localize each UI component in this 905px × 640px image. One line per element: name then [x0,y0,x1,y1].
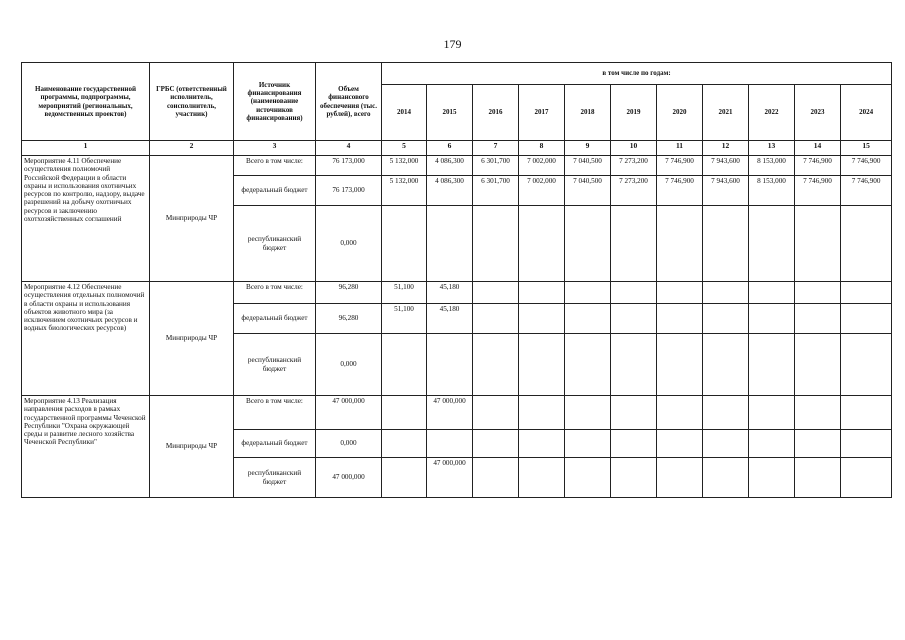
year-value-2022 [749,334,795,396]
funding-source: Всего в том числе: [234,156,316,176]
year-value-2024 [841,334,892,396]
year-value-2020 [657,304,703,334]
year-value-2021: 7 943,600 [703,176,749,206]
year-value-2023 [795,206,841,282]
year-value-2015: 4 086,300 [427,156,473,176]
financing-table [21,62,892,498]
table-header [22,63,892,156]
year-value-2015: 47 000,000 [427,458,473,498]
year-value-2020: 7 746,900 [657,176,703,206]
header-years-group: в том числе по годам: [382,63,892,85]
year-value-2019: 7 273,200 [611,156,657,176]
year-value-2020 [657,458,703,498]
year-value-2017 [519,334,565,396]
column-number: 11 [657,141,703,156]
year-value-2018 [565,206,611,282]
year-value-2015: 45,180 [427,304,473,334]
funding-total: 96,280 [316,282,382,304]
year-value-2019: 7 273,200 [611,176,657,206]
year-value-2021 [703,304,749,334]
year-value-2024 [841,304,892,334]
header-year-2017: 2017 [519,85,565,141]
column-number: 9 [565,141,611,156]
funding-total: 0,000 [316,430,382,458]
year-value-2023: 7 746,900 [795,176,841,206]
funding-source: республиканский бюджет [234,334,316,396]
year-value-2014 [382,396,427,430]
year-value-2017 [519,304,565,334]
year-value-2024 [841,206,892,282]
year-value-2018 [565,396,611,430]
column-number: 6 [427,141,473,156]
year-value-2023: 7 746,900 [795,156,841,176]
year-value-2014: 5 132,000 [382,176,427,206]
year-value-2021 [703,334,749,396]
year-value-2014: 51,100 [382,282,427,304]
year-value-2021 [703,396,749,430]
year-value-2015 [427,334,473,396]
year-value-2014 [382,334,427,396]
year-value-2022 [749,458,795,498]
year-value-2017: 7 002,000 [519,156,565,176]
column-number: 12 [703,141,749,156]
year-value-2014 [382,458,427,498]
year-value-2020: 7 746,900 [657,156,703,176]
year-value-2016 [473,282,519,304]
year-value-2020 [657,430,703,458]
funding-source: Всего в том числе: [234,396,316,430]
year-value-2016 [473,430,519,458]
measure-name: Мероприятие 4.12 Обеспечение осуществления отдельных полномочий в области охраны и использования объектов животного мира (за исключением охотничьих ресурсов и водных биологических ресурсов) [22,282,150,396]
year-value-2014: 51,100 [382,304,427,334]
header-year-2014: 2014 [382,85,427,141]
measure-grbs: Минприроды ЧР [150,156,234,282]
table-row [22,282,892,304]
year-value-2018 [565,304,611,334]
column-number: 15 [841,141,892,156]
header-column-numbers [22,141,892,156]
year-value-2023 [795,458,841,498]
year-value-2022 [749,282,795,304]
funding-source: федеральный бюджет [234,304,316,334]
year-value-2018: 7 040,500 [565,156,611,176]
measure-grbs: Минприроды ЧР [150,396,234,498]
header-year-2019: 2019 [611,85,657,141]
header-year-2023: 2023 [795,85,841,141]
year-value-2019 [611,430,657,458]
year-value-2015: 4 086,300 [427,176,473,206]
year-value-2024: 7 746,900 [841,176,892,206]
year-value-2020 [657,334,703,396]
header-name: Наименование государственной программы, подпрограммы, мероприятий (региональных, ведомственных проектов) [22,63,150,141]
column-number: 5 [382,141,427,156]
year-value-2015: 45,180 [427,282,473,304]
column-number: 13 [749,141,795,156]
column-number: 2 [150,141,234,156]
year-value-2021 [703,430,749,458]
measure-name: Мероприятие 4.13 Реализация направления расходов в рамках государственной программы Чеченской Республики "Охрана окружающей среды и развитие лесного хозяйства Чеченской Республики" [22,396,150,498]
year-value-2017 [519,206,565,282]
year-value-2020 [657,396,703,430]
year-value-2015 [427,206,473,282]
year-value-2017 [519,282,565,304]
year-value-2017 [519,458,565,498]
year-value-2024: 7 746,900 [841,156,892,176]
funding-source: республиканский бюджет [234,206,316,282]
year-value-2022: 8 153,000 [749,176,795,206]
year-value-2023 [795,282,841,304]
measure-name: Мероприятие 4.11 Обеспечение осуществления полномочий Российской Федерации в области охраны и использования охотничьих ресурсов по контролю, надзору, выдаче разрешений на добычу охотничьих ресурсов и заключению охотхозяйственных соглашений [22,156,150,282]
year-value-2017 [519,430,565,458]
header-year-2024: 2024 [841,85,892,141]
year-value-2018: 7 040,500 [565,176,611,206]
year-value-2016 [473,396,519,430]
header-year-2015: 2015 [427,85,473,141]
year-value-2018 [565,282,611,304]
year-value-2022 [749,396,795,430]
year-value-2019 [611,304,657,334]
funding-total: 47 000,000 [316,396,382,430]
header-source: Источник финансирования (наименование источников финансирования) [234,63,316,141]
funding-total: 76 173,000 [316,176,382,206]
header-year-2016: 2016 [473,85,519,141]
year-value-2019 [611,396,657,430]
year-value-2018 [565,334,611,396]
year-value-2020 [657,206,703,282]
table-row [22,396,892,430]
year-value-2017: 7 002,000 [519,176,565,206]
year-value-2019 [611,458,657,498]
year-value-2021 [703,206,749,282]
header-grbs: ГРБС (ответственный исполнитель, соисполнитель, участник) [150,63,234,141]
year-value-2022 [749,304,795,334]
year-value-2021 [703,282,749,304]
funding-source: Всего в том числе: [234,282,316,304]
year-value-2016 [473,334,519,396]
year-value-2017 [519,396,565,430]
year-value-2018 [565,430,611,458]
year-value-2023 [795,304,841,334]
year-value-2014 [382,430,427,458]
funding-total: 76 173,000 [316,156,382,176]
funding-total: 0,000 [316,206,382,282]
year-value-2016 [473,458,519,498]
measure-grbs: Минприроды ЧР [150,282,234,396]
column-number: 3 [234,141,316,156]
column-number: 7 [473,141,519,156]
column-number: 8 [519,141,565,156]
year-value-2024 [841,396,892,430]
year-value-2021: 7 943,600 [703,156,749,176]
year-value-2023 [795,334,841,396]
year-value-2024 [841,458,892,498]
header-year-2021: 2021 [703,85,749,141]
year-value-2015 [427,430,473,458]
year-value-2024 [841,282,892,304]
header-year-2020: 2020 [657,85,703,141]
year-value-2022: 8 153,000 [749,156,795,176]
year-value-2023 [795,430,841,458]
funding-total: 0,000 [316,334,382,396]
year-value-2022 [749,430,795,458]
year-value-2016: 6 301,700 [473,176,519,206]
year-value-2019 [611,334,657,396]
funding-total: 96,280 [316,304,382,334]
year-value-2014 [382,206,427,282]
table-body [22,156,892,498]
year-value-2018 [565,458,611,498]
funding-source: федеральный бюджет [234,176,316,206]
year-value-2016 [473,206,519,282]
year-value-2019 [611,206,657,282]
year-value-2021 [703,458,749,498]
year-value-2020 [657,282,703,304]
year-value-2019 [611,282,657,304]
column-number: 4 [316,141,382,156]
table-row [22,156,892,176]
page-number: 179 [443,37,462,51]
year-value-2024 [841,430,892,458]
funding-source: федеральный бюджет [234,430,316,458]
column-number: 10 [611,141,657,156]
header-year-2018: 2018 [565,85,611,141]
year-value-2022 [749,206,795,282]
header-total: Объем финансового обеспечения (тыс. рублей), всего [316,63,382,141]
year-value-2016: 6 301,700 [473,156,519,176]
year-value-2023 [795,396,841,430]
column-number: 1 [22,141,150,156]
column-number: 14 [795,141,841,156]
header-year-2022: 2022 [749,85,795,141]
funding-total: 47 000,000 [316,458,382,498]
year-value-2014: 5 132,000 [382,156,427,176]
year-value-2015: 47 000,000 [427,396,473,430]
funding-source: республиканский бюджет [234,458,316,498]
year-value-2016 [473,304,519,334]
